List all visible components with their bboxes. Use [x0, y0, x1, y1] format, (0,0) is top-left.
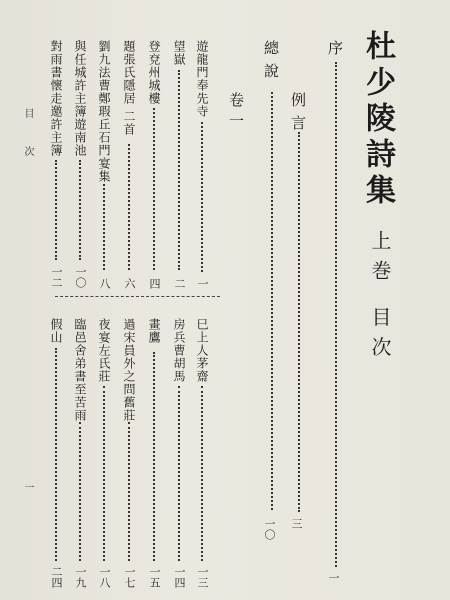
entry-page: 一八: [98, 566, 111, 588]
entry-title: 夜宴左氏莊: [97, 318, 111, 383]
entry-page: 一二: [50, 266, 63, 288]
running-head: 目次: [22, 108, 33, 184]
leader-dots: [335, 62, 337, 567]
leader-dots: [103, 184, 105, 270]
entry-title: 房兵曹胡馬: [172, 318, 186, 383]
front-matter-label-overview: 總說: [262, 40, 280, 86]
front-matter-page-overview: 一〇: [263, 518, 276, 540]
front-matter-page-preface: 一: [327, 572, 340, 583]
entry-title: 畫鷹: [147, 318, 161, 344]
leader-dots: [178, 70, 180, 270]
leader-dots: [153, 108, 155, 270]
entry-title: 假山: [49, 318, 63, 344]
entry-title: 望嶽: [172, 40, 186, 66]
leader-dots: [55, 160, 57, 260]
toc-subtitle: 上巻 目次: [368, 230, 392, 367]
entry-page: 一: [196, 278, 209, 289]
leader-dots: [178, 386, 180, 561]
leader-dots: [201, 122, 203, 272]
entry-page: 四: [148, 278, 161, 289]
entry-page: 一五: [148, 566, 161, 588]
front-matter-page-notes: 三: [290, 518, 303, 529]
entry-page: 一四: [173, 566, 186, 588]
leader-dots: [79, 160, 81, 260]
leader-dots: [271, 92, 273, 510]
leader-dots: [55, 348, 57, 561]
entry-page: 一九: [74, 566, 87, 588]
entry-title: 遊龍門奉先寺: [195, 40, 209, 118]
front-matter-label-preface: 序: [326, 40, 344, 63]
entry-title: 登兗州城樓: [147, 40, 161, 105]
leader-dots: [128, 422, 130, 561]
entry-title: 劉九法曹鄭瑕丘石門宴集: [97, 40, 111, 183]
leader-dots: [298, 132, 300, 512]
entry-page: 六: [123, 278, 136, 289]
entry-page: 一〇: [74, 266, 87, 288]
section-divider: [55, 296, 220, 297]
folio: 一: [22, 482, 33, 492]
leader-dots: [201, 386, 203, 561]
leader-dots: [103, 386, 105, 561]
leader-dots: [153, 352, 155, 561]
entry-page: 二: [173, 278, 186, 289]
volume-heading: 卷一: [227, 92, 245, 134]
leader-dots: [128, 144, 130, 270]
entry-title: 臨邑舍弟書至苦雨: [73, 318, 87, 422]
entry-page: 一三: [196, 566, 209, 588]
leader-dots: [79, 422, 81, 561]
entry-page: 二四: [50, 566, 63, 588]
entry-title: 過宋員外之問舊莊: [122, 318, 136, 422]
entry-title: 與任城許主簿遊南池: [73, 40, 87, 157]
entry-page: 一七: [123, 566, 136, 588]
entry-title: 巳上人茅齋: [195, 318, 209, 383]
book-title: 杜少陵詩集: [360, 30, 395, 210]
entry-title: 題張氏隱居 二首: [122, 40, 136, 136]
entry-page: 八: [98, 278, 111, 289]
front-matter-label-notes: 例言: [289, 92, 307, 138]
entry-title: 對雨書懷走邀許主簿: [49, 40, 63, 157]
